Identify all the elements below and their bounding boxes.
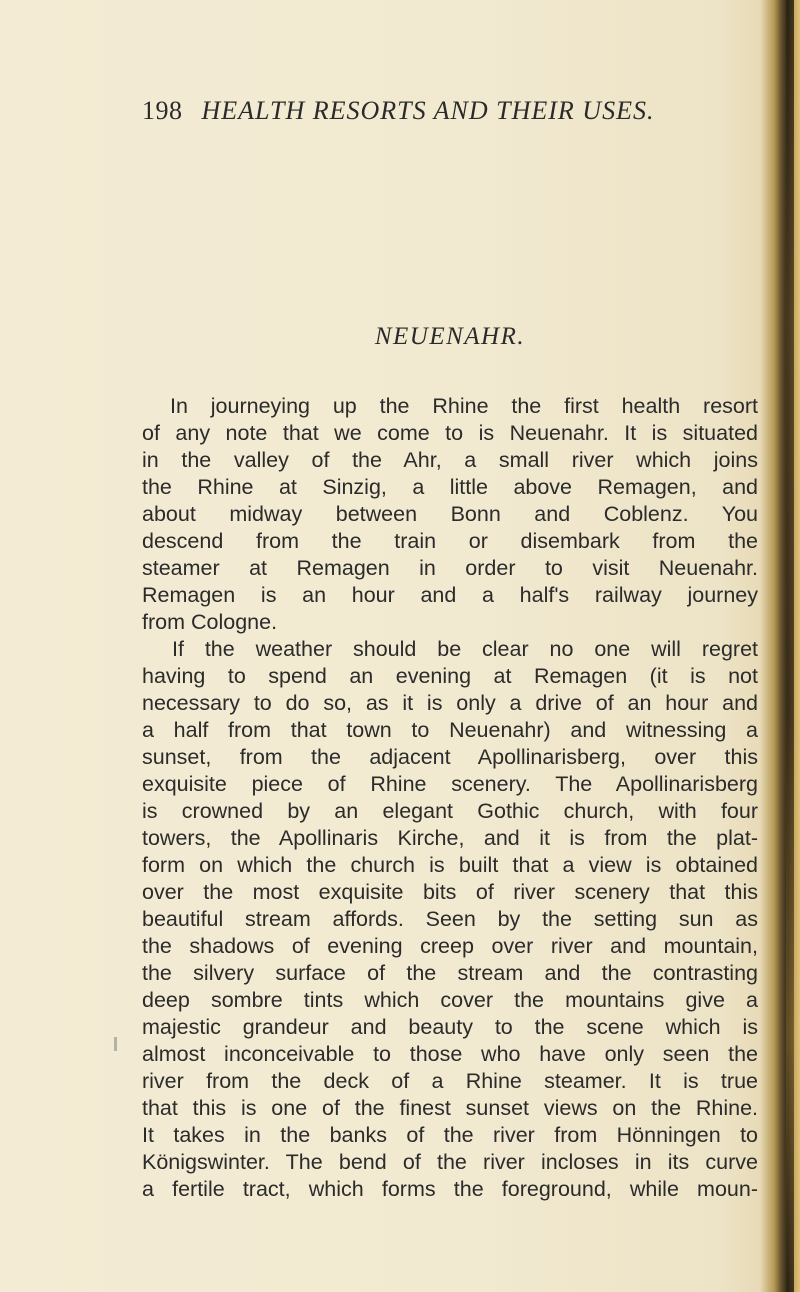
running-header (142, 96, 762, 126)
text-line: Königswinter. The bend of the river incloses in its curve (142, 1150, 758, 1174)
text-line: the shadows of evening creep over river and mountain, (142, 934, 758, 958)
text-line: a fertile tract, which forms the foreground, while moun- (142, 1177, 758, 1201)
page-number: 198 (142, 96, 183, 125)
chapter-title: NEUENAHR. (374, 323, 526, 350)
text-line: sunset, from the adjacent Apollinarisberg, over this (142, 745, 758, 769)
text-line: is crowned by an elegant Gothic church, with four (142, 799, 758, 823)
text-line: exquisite piece of Rhine scenery. The Apollinarisberg (142, 772, 758, 796)
running-title: HEALTH RESORTS AND THEIR USES. (201, 96, 655, 125)
text-line: descend from the train or disembark from the (142, 529, 758, 553)
text-line: about midway between Bonn and Coblenz. You (142, 502, 758, 526)
text-line: towers, the Apollinaris Kirche, and it is from the plat- (142, 826, 758, 850)
text-line: steamer at Remagen in order to visit Neuenahr. (142, 556, 758, 580)
text-line: In journeying up the Rhine the first health resort (170, 394, 758, 418)
text-line: the Rhine at Sinzig, a little above Remagen, and (142, 475, 758, 499)
text-line: in the valley of the Ahr, a small river which joins (142, 448, 758, 472)
text-line: deep sombre tints which cover the mountains give a (142, 988, 758, 1012)
text-line: If the weather should be clear no one will regret (172, 637, 758, 661)
text-line: of any note that we come to is Neuenahr. It is situated (142, 421, 758, 445)
margin-mark (114, 1037, 117, 1051)
text-line: the silvery surface of the stream and the contrasting (142, 961, 758, 985)
text-line: It takes in the banks of the river from Hönningen to (142, 1123, 758, 1147)
text-line: majestic grandeur and beauty to the scene which is (142, 1015, 758, 1039)
text-line: Remagen is an hour and a half's railway journey (142, 583, 758, 607)
body-text (142, 393, 758, 1203)
text-line: that this is one of the finest sunset views on the Rhine. (142, 1096, 758, 1120)
page-edge-shadow (760, 0, 800, 1292)
text-line: beautiful stream affords. Seen by the setting sun as (142, 907, 758, 931)
text-line: having to spend an evening at Remagen (it is not (142, 664, 758, 688)
text-line: almost inconceivable to those who have only seen the (142, 1042, 758, 1066)
text-line: form on which the church is built that a view is obtained (142, 853, 758, 877)
text-line: a half from that town to Neuenahr) and witnessing a (142, 718, 758, 742)
text-line: over the most exquisite bits of river scenery that this (142, 880, 758, 904)
text-line: necessary to do so, as it is only a drive of an hour and (142, 691, 758, 715)
text-line: from Cologne. (142, 610, 278, 634)
binding-edge (786, 0, 794, 1292)
text-line: river from the deck of a Rhine steamer. It is true (142, 1069, 758, 1093)
